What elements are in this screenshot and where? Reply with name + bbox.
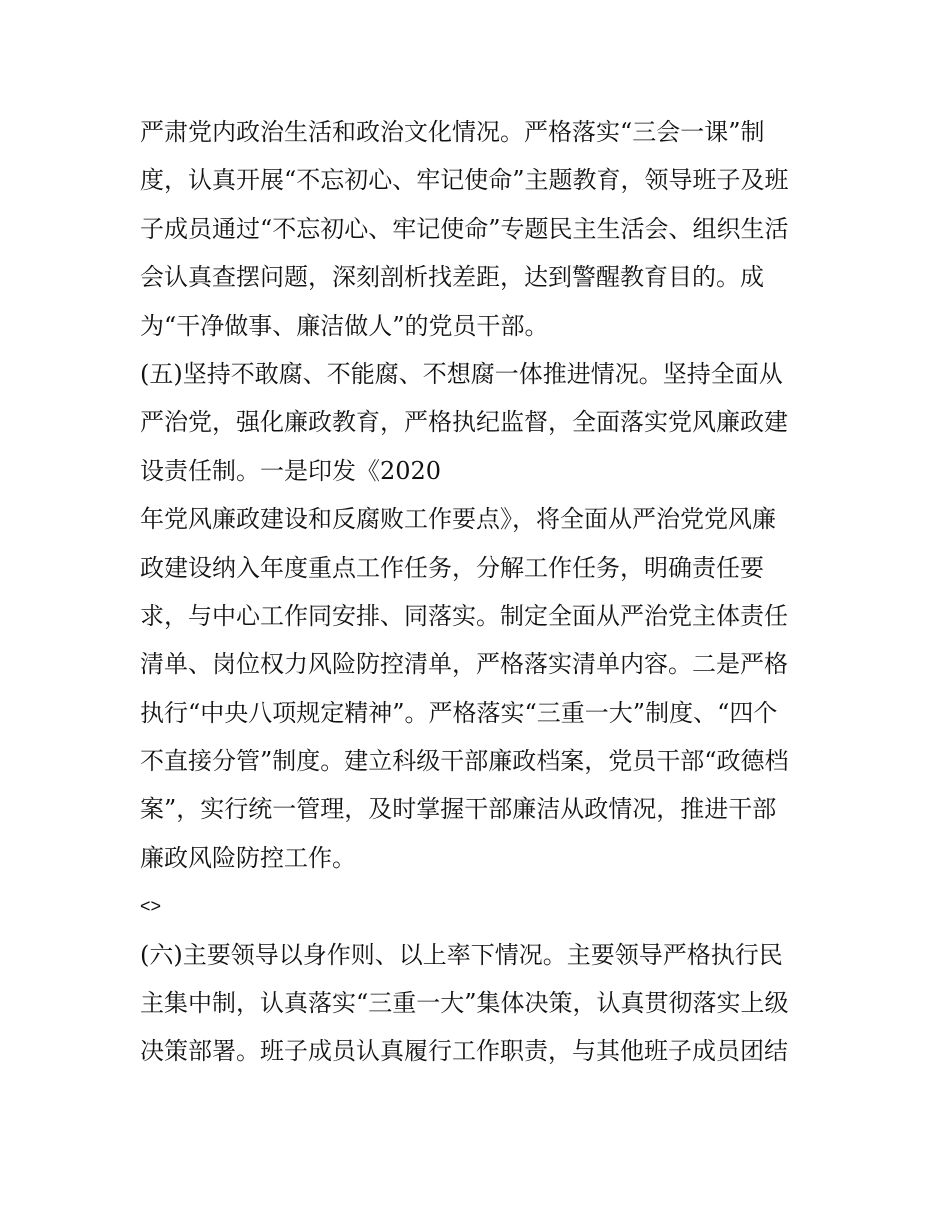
- text-line: 案”，实行统一管理，及时掌握干部廉洁从政情况，推进干部: [140, 795, 777, 824]
- text-line: 为“干净做事、廉洁做人”的党员干部。: [140, 311, 549, 340]
- section-heading-line: (五)坚持不敢腐、不能腐、不想腐一体推进情况。坚持全面从: [140, 359, 783, 388]
- text-line: 子成员通过“不忘初心、牢记使命”专题民主生活会、组织生活: [140, 214, 789, 243]
- text-line: 度，认真开展“不忘初心、牢记使命”主题教育，领导班子及班: [140, 166, 789, 195]
- text-line: 严肃党内政治生活和政治文化情况。严格落实“三会一课”制: [140, 118, 765, 146]
- text-line: 设责任制。一是印发《2020: [140, 456, 442, 485]
- text-line: 年党风廉政建设和反腐败工作要点》，将全面从严治党党风廉: [140, 505, 776, 534]
- text-line: 会认真查摆问题，深刻剖析找差距，达到警醒教育目的。成: [140, 263, 764, 292]
- text-line: 执行“中央八项规定精神”。严格落实“三重一大”制度、“四个: [140, 698, 778, 727]
- text-line: 主集中制，认真落实“三重一大”集体决策，认真贯彻落实上级: [140, 989, 789, 1018]
- text-line: 廉政风险防控工作。: [140, 843, 356, 872]
- marker-line: <>: [140, 896, 162, 917]
- text-line: 决策部署。班子成员认真履行工作职责，与其他班子成员团结: [140, 1037, 788, 1066]
- text-line: 政建设纳入年度重点工作任务，分解工作任务，明确责任要: [140, 553, 764, 582]
- text-line: 求，与中心工作同安排、同落实。制定全面从严治党主体责任: [140, 601, 788, 630]
- text-line: 不直接分管”制度。建立科级干部廉政档案，党员干部“政德档: [140, 747, 789, 776]
- text-line: 严治党，强化廉政教育，严格执纪监督，全面落实党风廉政建: [140, 408, 788, 437]
- body-text: [140, 108, 820, 1076]
- text-line: 清单、岗位权力风险防控清单，严格落实清单内容。二是严格: [140, 650, 788, 679]
- section-heading-line: (六)主要领导以身作则、以上率下情况。主要领导严格执行民: [140, 940, 783, 969]
